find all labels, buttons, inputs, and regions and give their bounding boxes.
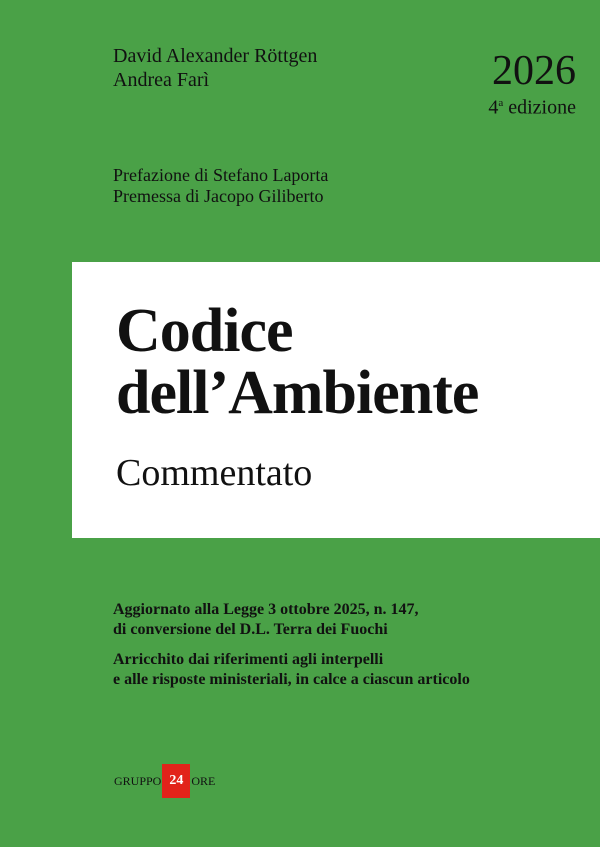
preface-line: Prefazione di Stefano Laporta [113,165,329,185]
book-subtitle: Commentato [116,452,313,494]
publisher-logo-box: 24 [162,764,190,798]
note-line: Aggiornato alla Legge 3 ottobre 2025, n. 147, [113,601,419,618]
note-paragraph [113,650,470,690]
edition-label [488,92,576,119]
author-name: David Alexander Röttgen [113,45,318,67]
note-line: Arricchito dai riferimenti agli interpelli [113,651,384,668]
author-name: Andrea Farì [113,69,210,91]
note-line: di conversione del D.L. Terra dei Fuochi [113,621,388,638]
edition-text: edizione [503,96,576,119]
publisher-left-text: GRUPPO [114,773,162,788]
note-paragraph [113,600,470,640]
edition-number: 4 [488,96,499,119]
title-panel [72,262,600,538]
cover-notes [113,600,470,700]
prefaces [113,165,328,207]
title-line: dell’Ambiente [116,359,479,427]
authors [113,44,317,92]
note-line: e alle risposte ministeriali, in calce a ciascun articolo [113,671,470,688]
title-line: Codice [116,297,293,365]
edition-year: 2026 [492,48,576,94]
book-title [116,297,479,427]
publisher-logo [114,764,215,798]
preface-line: Premessa di Jacopo Giliberto [113,186,324,206]
edition-ordinal: a [498,97,504,109]
publisher-right-text: ORE [191,773,216,788]
edition-block [488,50,576,119]
